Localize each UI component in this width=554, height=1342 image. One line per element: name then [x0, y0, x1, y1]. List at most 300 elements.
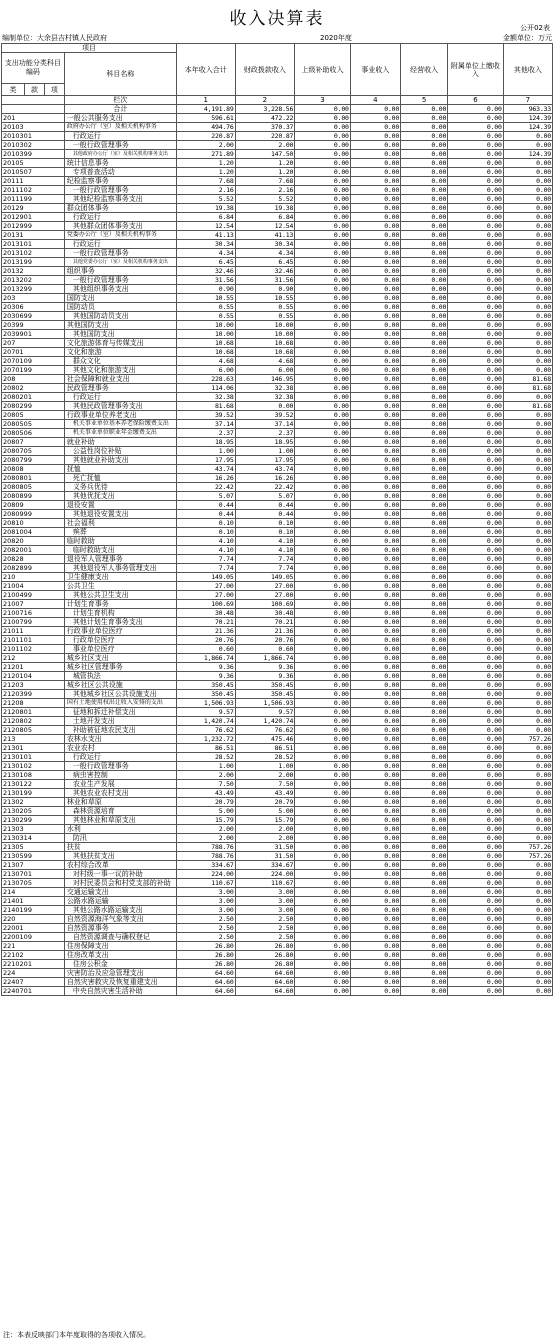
row-name: 其他文化和旅游支出	[64, 366, 176, 375]
row-name: 计划生育机构	[64, 609, 176, 618]
row-c4: 0.00	[350, 465, 400, 474]
row-name: 自然资源调查与确权登记	[64, 933, 176, 942]
table-row	[2, 798, 553, 807]
row-c5: 0.00	[401, 411, 448, 420]
row-code: 2130122	[2, 780, 65, 789]
row-name: 森林资源培育	[64, 807, 176, 816]
row-c6: 0.00	[448, 303, 504, 312]
row-c2: 43.49	[235, 789, 295, 798]
row-c2: 32.46	[235, 267, 295, 276]
row-code: 2130314	[2, 834, 65, 843]
row-c5: 0.00	[401, 294, 448, 303]
amount-unit: 金额单位：万元	[503, 34, 552, 42]
row-c3: 0.00	[295, 528, 351, 537]
row-c2: 2.50	[235, 915, 295, 924]
row-c5: 0.00	[401, 339, 448, 348]
row-c6: 0.00	[448, 771, 504, 780]
row-c6: 0.00	[448, 690, 504, 699]
table-row	[2, 699, 553, 708]
row-c6: 0.00	[448, 933, 504, 942]
row-c4: 0.00	[350, 564, 400, 573]
row-c3: 0.00	[295, 330, 351, 339]
row-c5: 0.00	[401, 807, 448, 816]
row-c6: 0.00	[448, 609, 504, 618]
row-c4: 0.00	[350, 915, 400, 924]
row-c5: 0.00	[401, 942, 448, 951]
row-c3: 0.00	[295, 681, 351, 690]
row-c3: 0.00	[295, 942, 351, 951]
row-code: 2130108	[2, 771, 65, 780]
row-c3: 0.00	[295, 168, 351, 177]
row-c5: 0.00	[401, 915, 448, 924]
row-c7: 0.00	[503, 573, 552, 582]
row-c6: 0.00	[448, 807, 504, 816]
row-name: 退役军人管理事务	[64, 555, 176, 564]
row-name: 住房公积金	[64, 960, 176, 969]
row-c4: 0.00	[350, 312, 400, 321]
col-num-3: 3	[295, 96, 351, 105]
row-c2: 30.48	[235, 609, 295, 618]
row-code: 20809	[2, 501, 65, 510]
table-row	[2, 429, 553, 438]
row-c1: 1.00	[176, 447, 235, 456]
row-name: 行政运行	[64, 213, 176, 222]
col-num-5: 5	[401, 96, 448, 105]
row-name: 水利	[64, 825, 176, 834]
row-c4: 0.00	[350, 744, 400, 753]
row-c6: 0.00	[448, 744, 504, 753]
row-c1: 37.14	[176, 420, 235, 429]
row-c4: 0.00	[350, 456, 400, 465]
row-c3: 0.00	[295, 897, 351, 906]
row-name: 民政管理事务	[64, 384, 176, 393]
row-c3: 0.00	[295, 420, 351, 429]
row-c2: 5.52	[235, 195, 295, 204]
row-name: 纪检监察事务	[64, 177, 176, 186]
col-header-affiliated: 附属单位上缴收入	[448, 44, 504, 96]
row-c5: 0.00	[401, 267, 448, 276]
total-c7: 963.33	[503, 105, 552, 114]
table-row	[2, 897, 553, 906]
row-code: 2100799	[2, 618, 65, 627]
row-c6: 0.00	[448, 564, 504, 573]
row-name: 其他农业农村支出	[64, 789, 176, 798]
row-c5: 0.00	[401, 474, 448, 483]
row-c3: 0.00	[295, 501, 351, 510]
table-row	[2, 852, 553, 861]
row-c7: 0.00	[503, 312, 552, 321]
row-c3: 0.00	[295, 384, 351, 393]
row-c6: 0.00	[448, 357, 504, 366]
row-c6: 0.00	[448, 168, 504, 177]
row-c5: 0.00	[401, 879, 448, 888]
row-code: 2080201	[2, 393, 65, 402]
table-row	[2, 249, 553, 258]
row-c6: 0.00	[448, 798, 504, 807]
row-c7: 0.00	[503, 600, 552, 609]
table-row	[2, 636, 553, 645]
row-name: 其他退役军人事务管理支出	[64, 564, 176, 573]
row-c7: 0.00	[503, 429, 552, 438]
row-code: 213	[2, 735, 65, 744]
row-c5: 0.00	[401, 501, 448, 510]
row-c7: 0.00	[503, 618, 552, 627]
row-c5: 0.00	[401, 861, 448, 870]
row-c6: 0.00	[448, 717, 504, 726]
row-c2: 9.57	[235, 708, 295, 717]
row-c3: 0.00	[295, 438, 351, 447]
row-c1: 43.49	[176, 789, 235, 798]
row-c6: 0.00	[448, 312, 504, 321]
row-c7: 0.00	[503, 870, 552, 879]
row-c6: 0.00	[448, 510, 504, 519]
row-c6: 0.00	[448, 951, 504, 960]
row-name: 事业单位医疗	[64, 645, 176, 654]
row-c2: 1.00	[235, 762, 295, 771]
row-c7: 0.00	[503, 348, 552, 357]
row-c3: 0.00	[295, 123, 351, 132]
table-row	[2, 843, 553, 852]
row-c7: 0.00	[503, 411, 552, 420]
row-c3: 0.00	[295, 321, 351, 330]
total-c5: 0.00	[401, 105, 448, 114]
row-c7: 757.26	[503, 735, 552, 744]
row-name: 其他林业和草原支出	[64, 816, 176, 825]
table-row	[2, 951, 553, 960]
row-c5: 0.00	[401, 393, 448, 402]
row-c2: 27.00	[235, 582, 295, 591]
row-c6: 0.00	[448, 501, 504, 510]
row-c4: 0.00	[350, 933, 400, 942]
row-code: 212	[2, 654, 65, 663]
table-row	[2, 564, 553, 573]
row-code: 203	[2, 294, 65, 303]
row-name: 其他扶贫支出	[64, 852, 176, 861]
row-c7: 0.00	[503, 987, 552, 996]
row-c4: 0.00	[350, 870, 400, 879]
row-c4: 0.00	[350, 600, 400, 609]
row-c2: 37.14	[235, 420, 295, 429]
row-c6: 0.00	[448, 375, 504, 384]
table-row	[2, 123, 553, 132]
row-c7: 0.00	[503, 366, 552, 375]
table-row	[2, 339, 553, 348]
row-c5: 0.00	[401, 213, 448, 222]
row-c4: 0.00	[350, 825, 400, 834]
table-row	[2, 330, 553, 339]
row-c2: 26.80	[235, 960, 295, 969]
row-c2: 350.45	[235, 690, 295, 699]
row-c1: 0.90	[176, 285, 235, 294]
row-c4: 0.00	[350, 510, 400, 519]
row-code: 2100499	[2, 591, 65, 600]
row-c4: 0.00	[350, 681, 400, 690]
row-c7: 0.00	[503, 726, 552, 735]
row-c1: 3.00	[176, 906, 235, 915]
row-name: 临时救助支出	[64, 546, 176, 555]
row-c7: 0.00	[503, 780, 552, 789]
row-c1: 12.54	[176, 222, 235, 231]
row-name: 就业补助	[64, 438, 176, 447]
row-c3: 0.00	[295, 762, 351, 771]
income-table	[1, 43, 553, 996]
row-name: 殡葬	[64, 528, 176, 537]
row-c3: 0.00	[295, 771, 351, 780]
row-c5: 0.00	[401, 114, 448, 123]
row-c3: 0.00	[295, 582, 351, 591]
row-c2: 1.20	[235, 159, 295, 168]
row-c7: 0.00	[503, 393, 552, 402]
row-name: 抚恤	[64, 465, 176, 474]
row-c2: 220.87	[235, 132, 295, 141]
row-code: 2101101	[2, 636, 65, 645]
row-code: 2130205	[2, 807, 65, 816]
row-c3: 0.00	[295, 267, 351, 276]
table-row	[2, 195, 553, 204]
row-c4: 0.00	[350, 636, 400, 645]
row-c5: 0.00	[401, 258, 448, 267]
row-c6: 0.00	[448, 825, 504, 834]
row-code: 2130701	[2, 870, 65, 879]
row-c3: 0.00	[295, 600, 351, 609]
row-c6: 0.00	[448, 627, 504, 636]
row-c6: 0.00	[448, 735, 504, 744]
row-c2: 472.22	[235, 114, 295, 123]
row-c5: 0.00	[401, 231, 448, 240]
table-row	[2, 735, 553, 744]
row-c6: 0.00	[448, 573, 504, 582]
row-c2: 76.62	[235, 726, 295, 735]
table-row	[2, 528, 553, 537]
row-c5: 0.00	[401, 276, 448, 285]
row-c3: 0.00	[295, 141, 351, 150]
row-name: 扶贫	[64, 843, 176, 852]
row-c6: 0.00	[448, 555, 504, 564]
row-code: 2082001	[2, 546, 65, 555]
row-c2: 19.38	[235, 204, 295, 213]
row-c6: 0.00	[448, 636, 504, 645]
row-c7: 0.00	[503, 483, 552, 492]
row-c7: 0.00	[503, 303, 552, 312]
row-c2: 22.42	[235, 483, 295, 492]
row-code: 210	[2, 573, 65, 582]
page-title: 收入决算表	[229, 9, 325, 29]
table-row	[2, 780, 553, 789]
table-row	[2, 393, 553, 402]
row-code: 21303	[2, 825, 65, 834]
row-c3: 0.00	[295, 969, 351, 978]
row-c6: 0.00	[448, 699, 504, 708]
row-c3: 0.00	[295, 654, 351, 663]
row-c5: 0.00	[401, 510, 448, 519]
row-c3: 0.00	[295, 519, 351, 528]
table-row	[2, 519, 553, 528]
row-c7: 0.00	[503, 204, 552, 213]
row-c7: 0.00	[503, 456, 552, 465]
row-c3: 0.00	[295, 303, 351, 312]
row-c7: 0.00	[503, 267, 552, 276]
row-code: 21208	[2, 699, 65, 708]
row-c2: 32.38	[235, 384, 295, 393]
row-code: 2080506	[2, 429, 65, 438]
row-name: 行政事业单位养老支出	[64, 411, 176, 420]
col-header-operating: 经营收入	[401, 44, 448, 96]
row-c1: 494.76	[176, 123, 235, 132]
row-c2: 64.60	[235, 987, 295, 996]
total-label: 合计	[64, 105, 176, 114]
row-c3: 0.00	[295, 843, 351, 852]
row-code: 2012901	[2, 213, 65, 222]
row-c4: 0.00	[350, 402, 400, 411]
row-c4: 0.00	[350, 303, 400, 312]
row-c1: 350.45	[176, 690, 235, 699]
table-row	[2, 267, 553, 276]
row-c6: 0.00	[448, 528, 504, 537]
row-name: 其他国防动员支出	[64, 312, 176, 321]
row-c2: 100.69	[235, 600, 295, 609]
row-c3: 0.00	[295, 618, 351, 627]
row-name: 一般行政管理事务	[64, 276, 176, 285]
row-c2: 0.44	[235, 510, 295, 519]
row-c3: 0.00	[295, 204, 351, 213]
row-c5: 0.00	[401, 969, 448, 978]
table-row	[2, 276, 553, 285]
row-c4: 0.00	[350, 132, 400, 141]
row-c5: 0.00	[401, 672, 448, 681]
row-c5: 0.00	[401, 285, 448, 294]
row-name: 机关事业单位基本养老保险缴费支出	[64, 420, 176, 429]
row-c6: 0.00	[448, 204, 504, 213]
row-c4: 0.00	[350, 861, 400, 870]
row-c5: 0.00	[401, 978, 448, 987]
table-row	[2, 537, 553, 546]
row-c4: 0.00	[350, 159, 400, 168]
row-c5: 0.00	[401, 546, 448, 555]
row-c6: 0.00	[448, 915, 504, 924]
row-c2: 4.10	[235, 537, 295, 546]
row-c2: 7.74	[235, 564, 295, 573]
row-c5: 0.00	[401, 960, 448, 969]
row-name: 政府办公厅（室）及相关机构事务	[64, 123, 176, 132]
row-c4: 0.00	[350, 357, 400, 366]
table-row	[2, 411, 553, 420]
row-name: 党委办公厅（室）及相关机构事务	[64, 231, 176, 240]
row-c6: 0.00	[448, 852, 504, 861]
row-name: 一般行政管理事务	[64, 186, 176, 195]
row-c4: 0.00	[350, 834, 400, 843]
row-c1: 76.62	[176, 726, 235, 735]
row-c7: 0.00	[503, 213, 552, 222]
row-c5: 0.00	[401, 564, 448, 573]
row-c6: 0.00	[448, 177, 504, 186]
row-c7: 0.00	[503, 546, 552, 555]
row-c2: 31.50	[235, 843, 295, 852]
row-c4: 0.00	[350, 474, 400, 483]
row-c3: 0.00	[295, 222, 351, 231]
row-c4: 0.00	[350, 951, 400, 960]
table-body	[2, 114, 553, 996]
row-c4: 0.00	[350, 987, 400, 996]
row-name: 其他群众团体事务支出	[64, 222, 176, 231]
row-c6: 0.00	[448, 816, 504, 825]
row-c3: 0.00	[295, 195, 351, 204]
row-c3: 0.00	[295, 240, 351, 249]
row-c4: 0.00	[350, 591, 400, 600]
table-row	[2, 312, 553, 321]
row-c7: 0.00	[503, 177, 552, 186]
row-code: 2130101	[2, 753, 65, 762]
row-name: 行政事业单位医疗	[64, 627, 176, 636]
row-c3: 0.00	[295, 591, 351, 600]
table-row	[2, 663, 553, 672]
row-c4: 0.00	[350, 780, 400, 789]
row-code: 2013299	[2, 285, 65, 294]
row-c7: 0.00	[503, 762, 552, 771]
row-c7: 0.00	[503, 789, 552, 798]
row-code: 2010301	[2, 132, 65, 141]
row-c2: 20.79	[235, 798, 295, 807]
total-c1: 4,191.89	[176, 105, 235, 114]
row-name: 其他城乡社区公共设施支出	[64, 690, 176, 699]
row-c4: 0.00	[350, 978, 400, 987]
row-c5: 0.00	[401, 420, 448, 429]
row-name: 国有土地使用权出让收入安排的支出	[64, 699, 176, 708]
table-row	[2, 114, 553, 123]
table-row	[2, 816, 553, 825]
table-row	[2, 861, 553, 870]
row-c2: 2.00	[235, 834, 295, 843]
row-c3: 0.00	[295, 186, 351, 195]
row-c1: 2.50	[176, 915, 235, 924]
row-c6: 0.00	[448, 645, 504, 654]
row-c6: 0.00	[448, 519, 504, 528]
row-c7: 0.00	[503, 879, 552, 888]
row-c7: 0.00	[503, 834, 552, 843]
table-row	[2, 150, 553, 159]
row-c3: 0.00	[295, 285, 351, 294]
row-c4: 0.00	[350, 267, 400, 276]
row-c1: 7.74	[176, 564, 235, 573]
row-c6: 0.00	[448, 879, 504, 888]
row-name: 死亡抚恤	[64, 474, 176, 483]
row-c6: 0.00	[448, 924, 504, 933]
row-code: 221	[2, 942, 65, 951]
row-c7: 0.00	[503, 690, 552, 699]
row-name: 防汛	[64, 834, 176, 843]
row-c7: 0.00	[503, 582, 552, 591]
row-c2: 334.67	[235, 861, 295, 870]
row-c1: 64.60	[176, 969, 235, 978]
row-name: 文化旅游体育与传媒支出	[64, 339, 176, 348]
row-c2: 9.36	[235, 663, 295, 672]
row-c4: 0.00	[350, 582, 400, 591]
row-c3: 0.00	[295, 159, 351, 168]
row-c5: 0.00	[401, 699, 448, 708]
row-c7: 0.00	[503, 222, 552, 231]
table-row	[2, 933, 553, 942]
row-c4: 0.00	[350, 330, 400, 339]
row-c1: 224.00	[176, 870, 235, 879]
row-code: 21305	[2, 843, 65, 852]
row-c6: 0.00	[448, 987, 504, 996]
row-c7: 124.39	[503, 150, 552, 159]
row-c6: 0.00	[448, 546, 504, 555]
row-c2: 3.00	[235, 897, 295, 906]
row-c7: 0.00	[503, 294, 552, 303]
row-code: 2100716	[2, 609, 65, 618]
row-c4: 0.00	[350, 618, 400, 627]
row-code: 2240701	[2, 987, 65, 996]
